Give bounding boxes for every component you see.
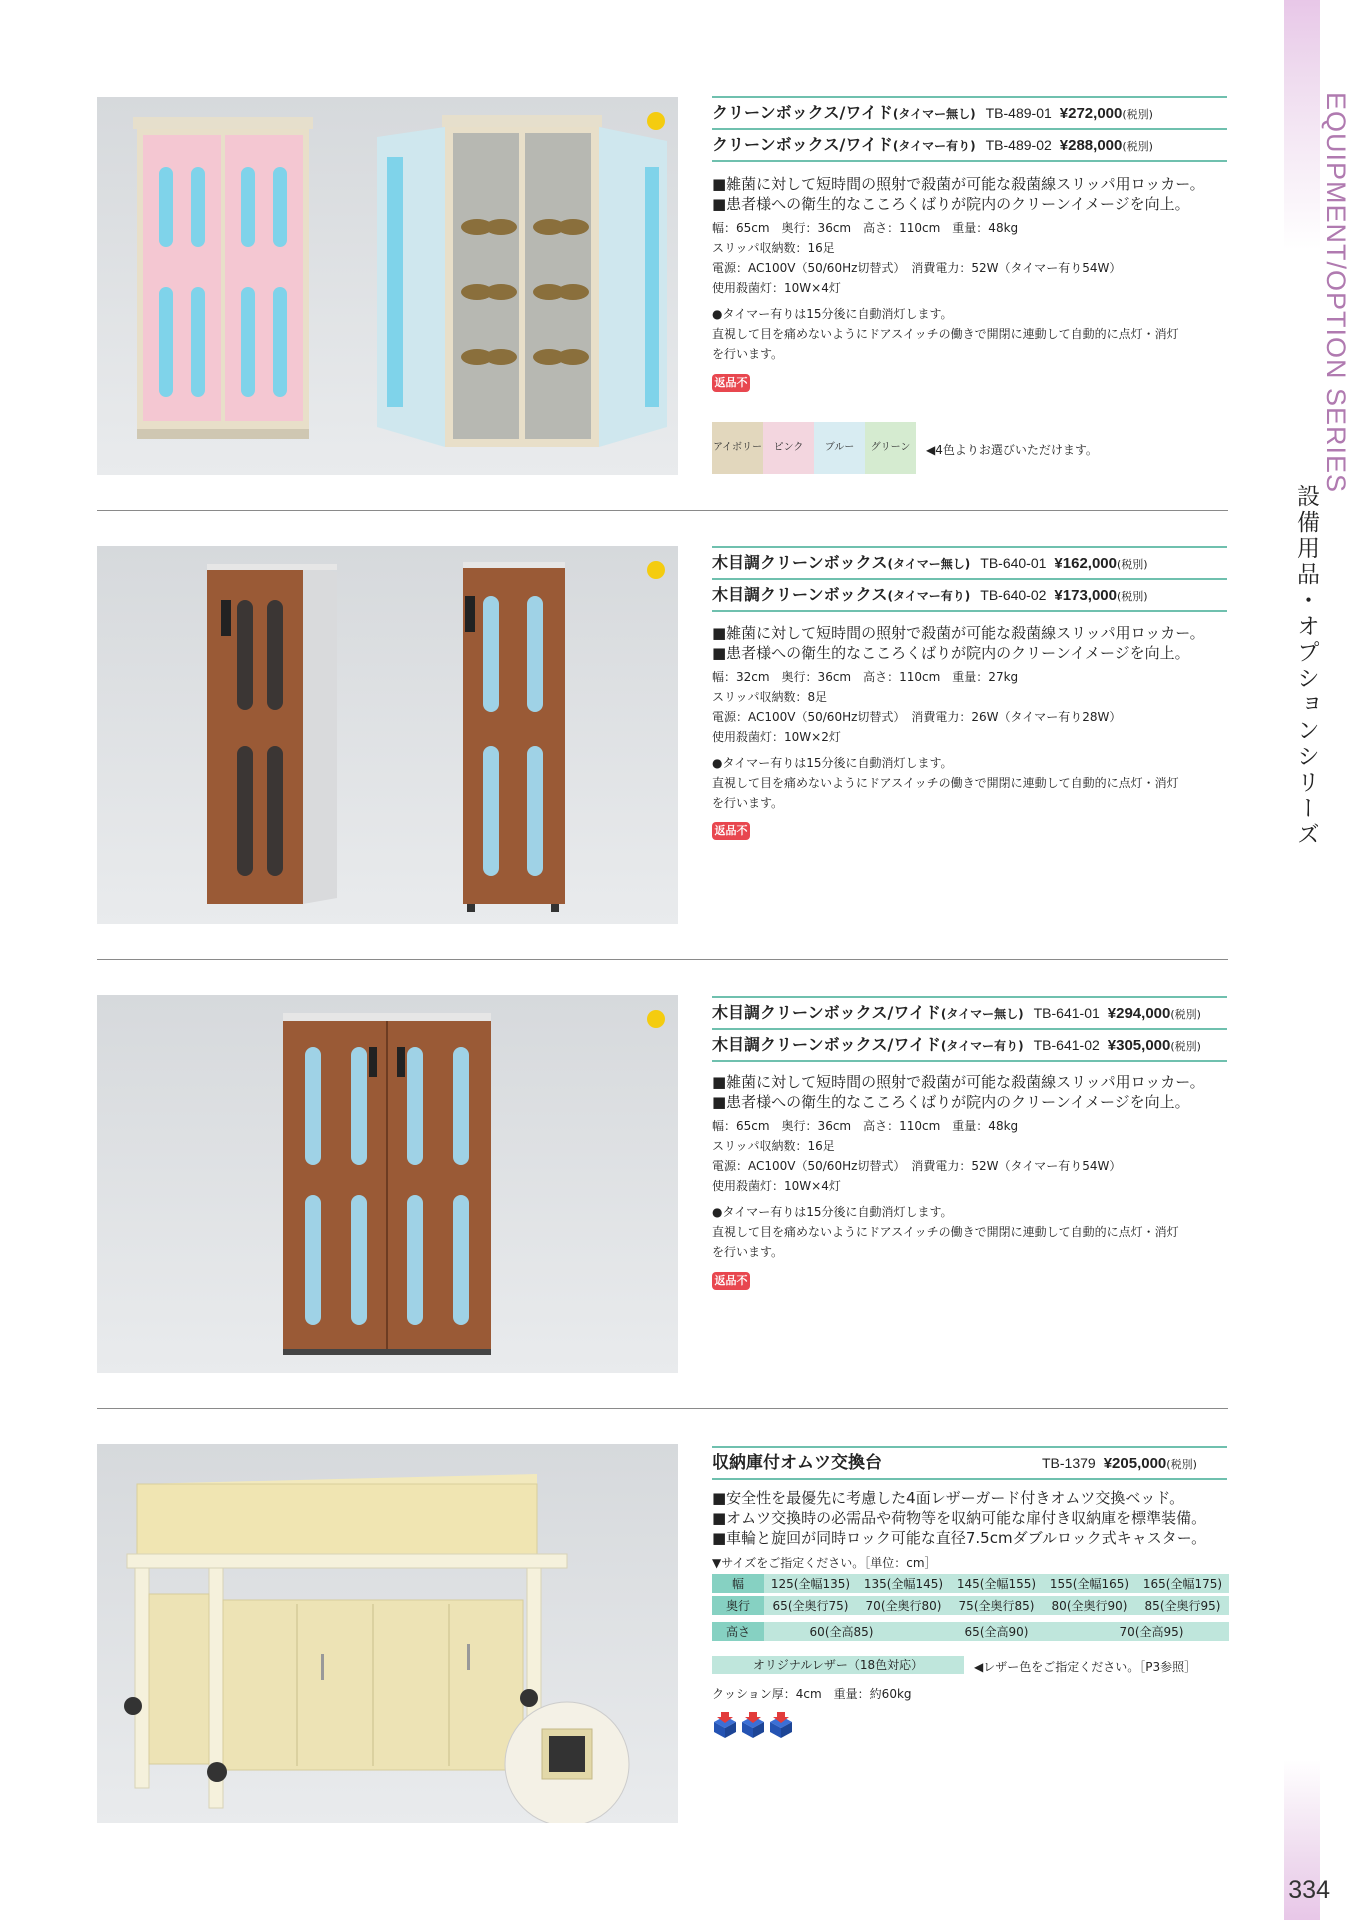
size-row-depth: [712, 1595, 1229, 1617]
indicator-dot: [647, 1010, 665, 1028]
no-return-badge: 返品不可: [712, 1272, 750, 1290]
product-2-notes: ●タイマー有りは15分後に自動消灯します。 直視して目を痛めないようにドアスイッチの働きで開閉に連動して自動的に点灯・消灯 を行います。: [712, 756, 1179, 810]
color-swatch-pink: ピンク: [763, 422, 814, 474]
product-4-title: 収納庫付オムツ交換台 TB-1379 ¥205,000(税別): [712, 1446, 1227, 1478]
product-2-description: ■雑菌に対して短時間の照射で殺菌が可能な殺菌線スリッパ用ロッカー。 ■患者様への衛生的なこころくばりが院内のクリーンイメージを向上。: [712, 624, 1205, 662]
title-underline: [712, 160, 1227, 162]
title-underline: [712, 1478, 1227, 1480]
size-cell: 60(全高85): [764, 1622, 919, 1643]
size-cell: 125(全幅135): [764, 1574, 857, 1595]
product-4-description: ■安全性を最優先に考慮した4面レザーガード付きオムツ交換ベッド。 ■オムツ交換時の必需品や荷物等を収納可能な扉付き収納庫を標準装備。 ■車輪と旋回が同時ロック可能な直径7.5cmダブルロック式キャスター。: [712, 1489, 1207, 1547]
product-2-title-2: 木目調クリーンボックス(タイマー有り) TB-640-02 ¥173,000(税別): [712, 578, 1227, 610]
product-4-spec: クッション厚：4cm 重量：約60kg: [712, 1687, 912, 1701]
section-divider: [97, 510, 1228, 511]
wood-clean-box-wide-illustration: [97, 995, 678, 1373]
size-label-depth: 奥行: [712, 1595, 764, 1617]
diaper-table-illustration: [97, 1444, 678, 1823]
size-note: ▼サイズをご指定ください。［単位：cm］: [712, 1556, 937, 1570]
size-table: [712, 1574, 1229, 1618]
size-row-width: [712, 1574, 1229, 1595]
series-title-en: EQUIPMENT/OPTION SERIES: [1321, 92, 1351, 494]
size-table-height: [712, 1622, 1229, 1644]
caster-icon: [742, 1712, 764, 1738]
product-1-title-2: クリーンボックス/ワイド(タイマー有り) TB-489-02 ¥288,000(税別): [712, 128, 1227, 160]
leather-option-box: オリジナルレザー（18色対応）: [712, 1656, 964, 1674]
size-cell: 145(全幅155): [950, 1574, 1043, 1595]
size-cell: 65(全奥行75): [764, 1595, 857, 1617]
wood-clean-box-illustration: [97, 546, 678, 924]
product-3-title-2: 木目調クリーンボックス/ワイド(タイマー有り) TB-641-02 ¥305,000(税別): [712, 1028, 1227, 1060]
caster-icon: [770, 1712, 792, 1738]
leather-note: ◀レザー色をご指定ください。［P3参照］: [974, 1660, 1197, 1674]
title-underline: [712, 1060, 1227, 1062]
size-cell: 80(全奥行90): [1043, 1595, 1136, 1617]
no-return-badge: 返品不可: [712, 374, 750, 392]
section-divider: [97, 959, 1228, 960]
product-3-specs: 幅：65cm 奥行：36cm 高さ：110cm 重量：48kg スリッパ収納数：16足 電源：AC100V（50/60Hz切替式） 消費電力：52W（タイマー有り54W） 使用殺菌灯：10W×4灯: [712, 1119, 1122, 1193]
size-cell: 65(全高90): [919, 1622, 1074, 1643]
product-1-title-1: クリーンボックス/ワイド(タイマー無し) TB-489-01 ¥272,000(税別): [712, 96, 1227, 128]
product-3-notes: ●タイマー有りは15分後に自動消灯します。 直視して目を痛めないようにドアスイッチの働きで開閉に連動して自動的に点灯・消灯 を行います。: [712, 1205, 1179, 1259]
no-return-badge: 返品不可: [712, 822, 750, 840]
section-divider: [97, 1408, 1228, 1409]
size-cell: 165(全幅175): [1136, 1574, 1229, 1595]
product-2-specs: 幅：32cm 奥行：36cm 高さ：110cm 重量：27kg スリッパ収納数：8足 電源：AC100V（50/60Hz切替式） 消費電力：26W（タイマー有り28W） 使用殺菌灯：10W×2灯: [712, 670, 1122, 744]
product-1-specs: 幅：65cm 奥行：36cm 高さ：110cm 重量：48kg スリッパ収納数：16足 電源：AC100V（50/60Hz切替式） 消費電力：52W（タイマー有り54W） 使用殺菌灯：10W×4灯: [712, 221, 1122, 295]
clean-box-wide-illustration: [97, 97, 678, 475]
color-note: ◀4色よりお選びいただけます。: [926, 443, 1098, 457]
product-photo-diaper-changing-table: [97, 1444, 678, 1823]
product-3-description: ■雑菌に対して短時間の照射で殺菌が可能な殺菌線スリッパ用ロッカー。 ■患者様への衛生的なこころくばりが院内のクリーンイメージを向上。: [712, 1073, 1205, 1111]
product-photo-clean-box-wide: [97, 97, 678, 475]
size-cell: 70(全奥行80): [857, 1595, 950, 1617]
page-number: 334: [1288, 1876, 1330, 1904]
indicator-dot: [647, 112, 665, 130]
size-cell: 135(全幅145): [857, 1574, 950, 1595]
size-cell: 155(全幅165): [1043, 1574, 1136, 1595]
caster-icons: [712, 1712, 796, 1738]
series-title-jp: 設備用品・オプションシリーズ: [1293, 484, 1319, 848]
product-1-description: ■雑菌に対して短時間の照射で殺菌が可能な殺菌線スリッパ用ロッカー。 ■患者様への衛生的なこころくばりが院内のクリーンイメージを向上。: [712, 175, 1205, 213]
indicator-dot: [647, 561, 665, 579]
color-swatch-blue: ブルー: [814, 422, 865, 474]
size-cell: 75(全奥行85): [950, 1595, 1043, 1617]
product-2-title-1: 木目調クリーンボックス(タイマー無し) TB-640-01 ¥162,000(税別): [712, 546, 1227, 578]
size-row-height: [712, 1622, 1229, 1643]
color-swatch-green: グリーン: [865, 422, 916, 474]
size-cell: 70(全高95): [1074, 1622, 1229, 1643]
size-label-height: 高さ: [712, 1622, 764, 1643]
product-photo-wood-clean-box-wide: [97, 995, 678, 1373]
color-swatch-ivory: アイボリー: [712, 422, 763, 474]
caster-icon: [714, 1712, 736, 1738]
side-band: [1284, 0, 1320, 1920]
size-label-width: 幅: [712, 1574, 764, 1595]
size-cell: 85(全奥行95): [1136, 1595, 1229, 1617]
title-underline: [712, 610, 1227, 612]
product-1-notes: ●タイマー有りは15分後に自動消灯します。 直視して目を痛めないようにドアスイッチの働きで開閉に連動して自動的に点灯・消灯 を行います。: [712, 307, 1179, 361]
product-photo-wood-clean-box: [97, 546, 678, 924]
product-3-title-1: 木目調クリーンボックス/ワイド(タイマー無し) TB-641-01 ¥294,000(税別): [712, 996, 1227, 1028]
